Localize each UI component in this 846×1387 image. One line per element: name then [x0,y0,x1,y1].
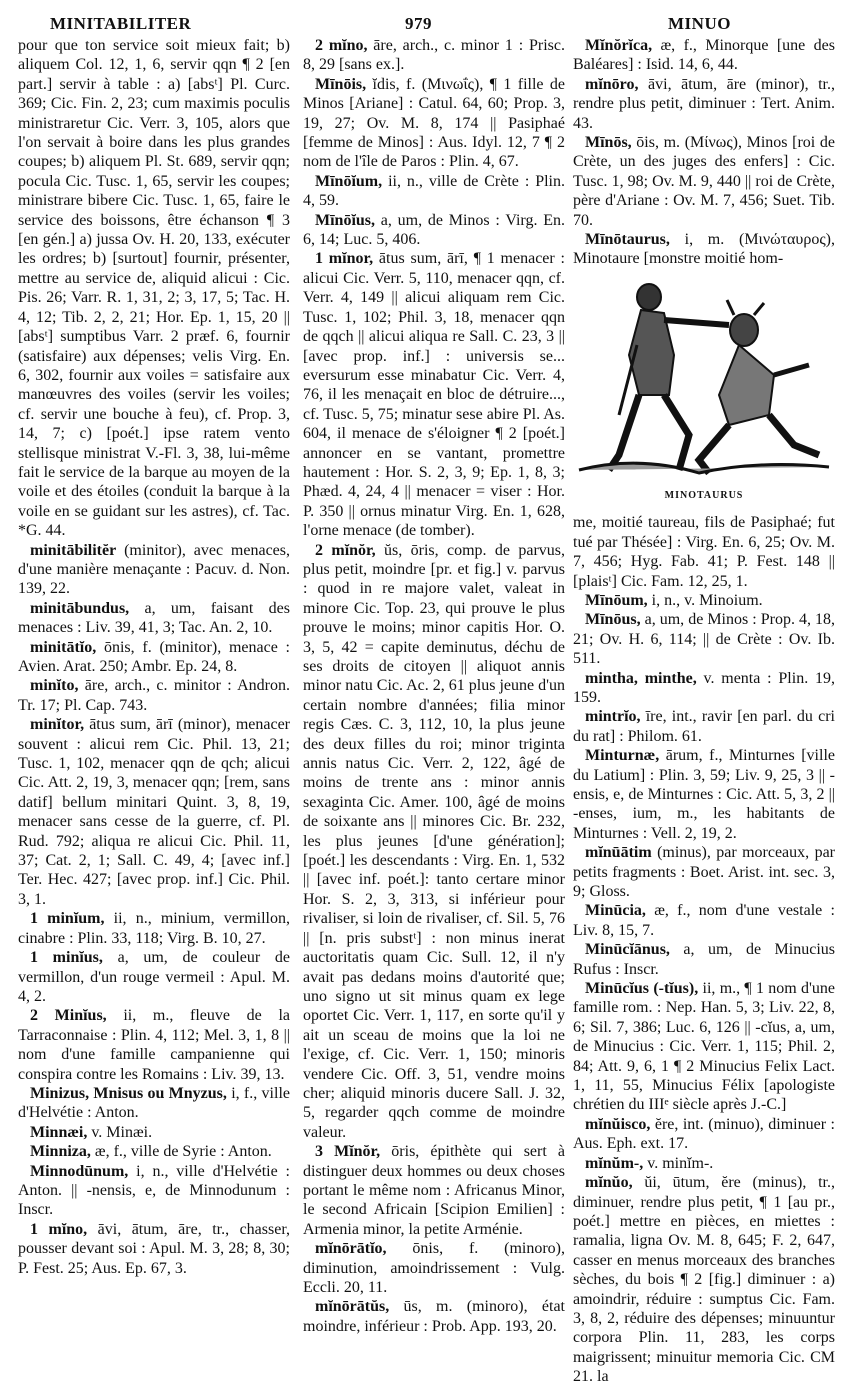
entry-definition: a, um, de Minos : Virg. En. 6, 14; Luc. 5, 406. [303,211,565,249]
entry-definition: me, moitié taureau, fils de Pasiphaé; fut tué par Thésée] : Virg. En. 6, 25; Ov. M. 7, 456; Hyg. Fab. 41; P. Fest. 148 || [plaisᵗ] Cic. Fam. 12, 25, 1. [573,514,835,590]
dictionary-entry [18,909,290,948]
dictionary-entry [573,610,835,668]
theseus-minotaur-engraving [579,275,829,480]
headword: Mīnōum, [585,591,648,609]
headword: 2 Minĭus, [30,1007,107,1025]
dictionary-entry [573,1173,835,1386]
headword: Minnodūnum, [30,1162,129,1180]
headword: Mīnōĭum, [315,172,383,190]
entry-continuation [573,513,835,591]
headword: 2 mĭno, [315,37,368,54]
page-number: 979 [405,14,432,33]
entry-definition: ĕre, int. (minuo), diminuer : Aus. Eph. ext. 17. [573,1115,835,1153]
headword: minitābundus, [30,599,130,617]
headword: mĭnōro, [585,75,639,93]
entry-definition: (minus), par morceaux, par petits fragments : Boet. Arist. int. sec. 3, 9; Gloss. [573,844,835,900]
headword: Mīnōus, [585,611,641,629]
headword: mintha, minthe, [585,669,697,687]
entry-definition: ŭs, ōris, comp. de parvus, plus petit, moindre [pr. et fig.] v. parvus : quod in re majore valet, valeat in minore Cic. Top. 23, qui prouve le plus prouve le moins; minor capitis Hor. O. 3, 5, 42 = capite deminutus, déchu de ses droits de citoyen || aliquot annis minor natu Cic. Ac. 2, 61 plus jeune d'un certain nombre d'années; filia minor regis Cæs. C. 3, 112, 10, la plus jeune des deux filles du roi; minor triginta annis natus Cic. Verr. 2, 122, âgé de moins de trente ans : minor annis sexaginta Cic. Amer. 100, âgé de moins de soixante ans || minores Cic. Br. 232, les plus jeunes [d'une génération]; [poét.] les descendants : Virg. En. 1, 532 || [avec inf. poét.]: tanto certare minor Hor. S. 2, 3, 313, si inférieur pour rivaliser, si loin de rivaliser, cf. Sil. 5, 76 || [n. pris substᵗ] : non minus inerat auctoritatis quam Cic. Sull. 12, il n'y avait pas dedans moins d'autorité que; uno signo ut sit minus quam ex lege oportet Cic. Verr. 1, 117, en sorte qu'il y ait un sceau de moins que la loi ne l'exige, cf. Cic. Verr. 1, 150; minoris vendere Cic. Off. 3, 51, vendre moins cher; aliquid minoris ducere Sall. J. 32, 5, regarder qqch comme de moindre valeur. [303,541,565,1141]
entry-definition: āvi, ātum, āre, tr., chasser, pousser devant soi : Apul. M. 3, 28; 8, 30; P. Fest. 25; Aus. Ep. 67, 3. [18,1220,291,1277]
headword: minĭtor, [30,716,85,734]
entry-definition: (minitor), avec menaces, d'une manière menaçante : Pacuv. d. Non. 139, 22. [18,541,290,598]
entry-definition: ii, n., ville de Crète : Plin. 4, 59. [303,172,565,210]
entry-definition: ārum, f., Minturnes [ville du Latium] : Plin. 3, 59; Liv. 9, 25, 3 || -ensis, e, de Minturnes : Cic. Att. 5, 3, 2 || -enses, ium, m., les habitants de Minturnes : Vell. 2, 19, 2. [573,747,835,842]
dictionary-entry [18,1220,290,1278]
entry-definition: ŭi, ūtum, ĕre (minus), tr., diminuer, rendre plus petit, ¶ 1 [au pr., poét.] mettre en pièces, en miettes : ramalia, ligna Ov. M. 8, 645; F. 2, 647, casser en menus morceaux des branches sèches, du bois ¶ 2 [fig.] diminuer : a) amoindrir, réduire : sumptus Cic. Fam. 3, 8, 2, réduire des dépenses; minuuntur corpora Plin. 11, 283, les corps maigrissent; minuitur memoria Cic. CM 21. la [573,1174,835,1386]
dictionary-entry [573,901,835,940]
dictionary-entry [18,1142,290,1161]
dictionary-entry [18,948,290,1006]
headword: 1 minĭum, [30,910,105,928]
dictionary-entry [18,715,290,909]
entry-definition: ōis, m. (Μίνως), Minos [roi de Crète, un des juges des enfers] : Cic. Tusc. 1, 98; Ov. M. 9, 440 || roi de Crète, père d'Ariane : Ov. M. 7, 456; Suet. Tib. 70. [573,134,835,229]
headword: mĭnŭisco, [585,1115,651,1133]
headword: Mīnōs, [585,134,632,152]
entry-definition: v. Minæi. [87,1123,153,1141]
entry-definition: v. minĭm-. [643,1154,714,1172]
entry-definition: ātus sum, ārī, ¶ 1 menacer : alicui Cic. Verr. 5, 110, menacer qqn, cf. Verr. 4, 149 || alicui aliquam rem Cic. Tusc. 1, 102; Phil. 3, 18, menacer qqn de qqch || alicui aliqua re Sall. C. 23, 3 || [avec prop. inf.] : universis se... eversurum esse minabatur Cic. Verr. 4, 76, il les menaçait en bloc de détruire..., cf. Tusc. 5, 75; minatur sese abire Pl. As. 604, il menace de s'éloigner ¶ 2 [poét.] annoncer en se vantant, promettre hautement : Hor. S. 2, 3, 9; Ep. 1, 8, 3; Phæd. 4, 24, 4 || menacer = viser : Hor. P. 350 || ornus minatur Virg. En. 1, 628, l'orne menace (de tomber). [303,250,565,540]
dictionary-entry [18,1006,290,1084]
entry-definition: ii, n., minium, vermillon, cinabre : Plin. 33, 118; Virg. B. 10, 27. [18,910,290,947]
entry-definition: æ, f., nom d'une vestale : Liv. 8, 15, 7. [573,902,835,939]
dictionary-entry [573,979,835,1115]
dictionary-entry [303,1142,565,1239]
dictionary-entry [18,638,290,677]
entry-definition: a, um, faisant des menaces : Liv. 39, 41, 3; Tac. An. 2, 10. [18,599,290,637]
header-last-word: MINUO [668,14,731,33]
dictionary-entry [573,75,835,133]
headword: Mīnōĭus, [315,211,376,229]
dictionary-entry [573,1154,835,1173]
entry-definition: ōnis, f. (minitor), menace : Avien. Arat. 250; Ambr. Ep. 24, 8. [18,638,290,675]
figure-caption: MINOTAURUS [664,489,744,501]
entry-definition: ĭdis, f. (Μινωΐς), ¶ 1 fille de Minos [Ariane] : Catul. 64, 60; Prop. 3, 19, 27; Ov. M. 8, 174 || Pasiphaé [femme de Minos] : Aus. Idyl. 12, 7 ¶ 2 nom de l'île de Paros : Plin. 4, 67. [303,75,565,171]
entry-definition: ōnis, f. (minoro), diminution, amoindrissement : Vulg. Eccli. 20, 11. [303,1240,565,1296]
entry-definition: æ, f., Minorque [une des Baléares] : Isid. 14, 6, 44. [573,37,835,74]
entry-definition: āvi, ātum, āre (minor), tr., rendre plus petit, diminuer : Tert. Anim. 43. [573,75,835,132]
headword: Mĭnŏrĭca, [585,37,653,54]
entry-definition: ātus sum, ārī (minor), menacer souvent : alicui rem Cic. Phil. 13, 21; Tusc. 1, 102, menacer qqn de qch; alicui Cic. Att. 2, 19, 3, menacer qqn; [rem, sans datif] bellum minitari Quint. 3, 8, 19, menacer sans cesse de la guerre, cf. Pl. Rud. 792; aliqua re alicui Cic. Phil. 11, 37; Cat. 2, 1; Sall. C. 49, 4; [avec inf.] Ter. Hec. 427; [avec prop. inf.] Cic. Phil. 3, 1. [18,716,290,908]
column-3 [573,36,835,1386]
dictionary-entry [573,36,835,75]
dictionary-entry [18,1162,290,1220]
headword: mintrĭo, [585,708,641,726]
dictionary-entry [303,1297,565,1336]
dictionary-entry [573,843,835,901]
headword: Minnæi, [30,1123,88,1141]
entry-definition: i, n., v. Minoium. [647,591,763,609]
dictionary-entry [18,1084,290,1123]
headword: mĭnŭo, [585,1174,633,1192]
headword: Minturnæ, [585,747,660,765]
dictionary-entry [573,707,835,746]
headword: Minūcia, [585,902,646,920]
headword: mĭnōrātŭs, [315,1298,390,1316]
dictionary-entry [303,541,565,1143]
entry-definition: i, n., ville d'Helvétie : Anton. || -nensis, e, de Minnodunum : Inscr. [18,1162,290,1219]
entry-definition: ōris, épithète qui sert à distinguer deux hommes ou deux choses portant le même nom : Africanus Minor, le second Africain [Scipion Emilien] : Armenia minor, la petite Arménie. [303,1143,565,1238]
headword: Mīnōis, [315,75,367,93]
headword: Minizus, Mnisus ou Mnyzus, [30,1084,227,1102]
headword: mĭnūātim [585,844,652,862]
headword: minĭto, [30,677,79,695]
dictionary-entry [303,1239,565,1297]
dictionary-entry [18,541,290,599]
headword: mĭnōrātĭo, [315,1240,387,1258]
entry-definition: i, f., ville d'Helvétie : Anton. [18,1084,290,1122]
entry-definition: a, um, de couleur de vermillon, d'un rouge vermeil : Apul. M. 4, 2. [18,949,290,1005]
entry-definition: a, um, de Minos : Prop. 4, 18, 21; Ov. H. 6, 114; || de Crète : Ov. Ib. 511. [573,611,835,668]
entry-definition: ii, m., fleuve de la Tarraconnaise : Plin. 4, 112; Mel. 3, 1, 8 || nom d'une famille campanienne qui conspira contre les Romains : Liv. 39, 13. [18,1007,290,1083]
headword: Mīnōtaurus, [585,231,670,249]
headword: minitābilitĕr [30,541,117,559]
dictionary-entry [303,249,565,540]
dictionary-entry [573,746,835,843]
headword: 1 minĭus, [30,949,103,967]
column-1 [18,36,290,1346]
entry-definition: æ, f., ville de Syrie : Anton. [90,1143,272,1161]
headword: 3 Mĭnŏr, [315,1143,381,1161]
headword: 1 mĭnor, [315,250,374,268]
dictionary-entry [18,1123,290,1142]
dictionary-entry [573,669,835,708]
column-2 [303,36,565,1346]
entry-definition: ūs, m. (minoro), état moindre, inférieur : Prob. App. 193, 20. [303,1298,565,1335]
headword: Minūcĭānus, [585,941,670,959]
dictionary-entry [573,230,835,269]
dictionary-entry [303,36,565,75]
dictionary-entry [18,599,290,638]
headword: Minūcĭus (-tĭus), [585,980,699,998]
entry-definition: i, m. (Μινώταυρος), Minotaure [monstre moitié hom- [573,231,835,268]
headword: minitātĭo, [30,638,97,656]
header-first-word: MINITABILITER [50,14,192,33]
entry-definition: pour que ton service soit mieux fait; b) aliquem Col. 12, 1, 6, servir qqn ¶ 2 [en part.] servir à table : a) [absᵗ] Pl. Curc. 369; Cic. Fin. 2, 23; cum maximis poculis ministraretur Cic. Verr. 3, 105, alors que l'on servait à boire dans les plus grandes coupes; b) aliquem Pl. St. 689, servir qqn; pocula Cic. Tusc. 1, 65, servir les coupes; ministrare bibere Cic. Tusc. 1, 65, faire le service des boissons, être échanson ¶ 3 [en gén.] a) jussa Ov. H. 20, 133, exécuter les ordres; b) [surtout] fournir, présenter, mettre au service de, aliquid alicui : Cic. Pis. 26; Varr. R. 1, 31, 2; 3, 17, 5; Tac. H. 4, 12; Tib. 2, 2, 21; Hor. Ep. 1, 15, 20 || [absᵗ] sumptibus Varr. 2 præf. 6, fournir (satisfaire) aux dépenses; velis Virg. En. 6, 302, fournir aux voiles = satisfaire aux manœuvres des voiles (servir les voiles; cf. servir une bouche à feu), cf. Prop. 3, 14, 7; c) [poét.] ipse ratem vento stellisque ministrat V.-Fl. 3, 38, lui-même fait le service de la barque au moyen de la voile et des étoiles (conduit la barque à la voile en se guidant sur les astres), cf. Tac. *G. 44. [18,37,290,540]
entry-definition: āre, arch., c. minor 1 : Prisc. 8, 29 [sans ex.]. [303,37,565,74]
entry-definition: v. menta : Plin. 19, 159. [573,669,835,706]
running-header [0,14,846,38]
dictionary-entry [18,676,290,715]
headword: 1 mĭno, [30,1220,88,1238]
entry-continuation [18,36,290,541]
dictionary-entry [303,211,565,250]
entry-definition: a, um, de Minucius Rufus : Inscr. [573,941,835,978]
entry-definition: āre, arch., c. minitor : Andron. Tr. 17; Pl. Cap. 743. [18,677,290,714]
entry-definition: ii, m., ¶ 1 nom d'une famille rom. : Nep. Han. 5, 3; Liv. 22, 8, 6; Sil. 7, 386; Luc. 6, 126 || -cĭus, a, um, de Minucius : Cic. Verr. 1, 115; Phil. 2, 84; Att. 9, 6, 1 ¶ 2 Minucius Felix Lact. 1, 11, 55, Minucius Félix [apologiste chrétien du IIIᵉ siècle après J.-C.] [573,980,835,1114]
headword: mĭnŭm-, [585,1154,644,1172]
headword: Minniza, [30,1143,91,1161]
dictionary-entry [573,1115,835,1154]
dictionary-entry [303,172,565,211]
dictionary-entry [573,133,835,230]
entry-definition: īre, int., ravir [en parl. du cri du rat] : Philom. 61. [573,708,835,745]
minotaurus-illustration [573,275,835,505]
headword: 2 mĭnŏr, [315,541,376,559]
dictionary-entry [573,940,835,979]
dictionary-entry [303,75,565,172]
dictionary-entry [573,591,835,610]
